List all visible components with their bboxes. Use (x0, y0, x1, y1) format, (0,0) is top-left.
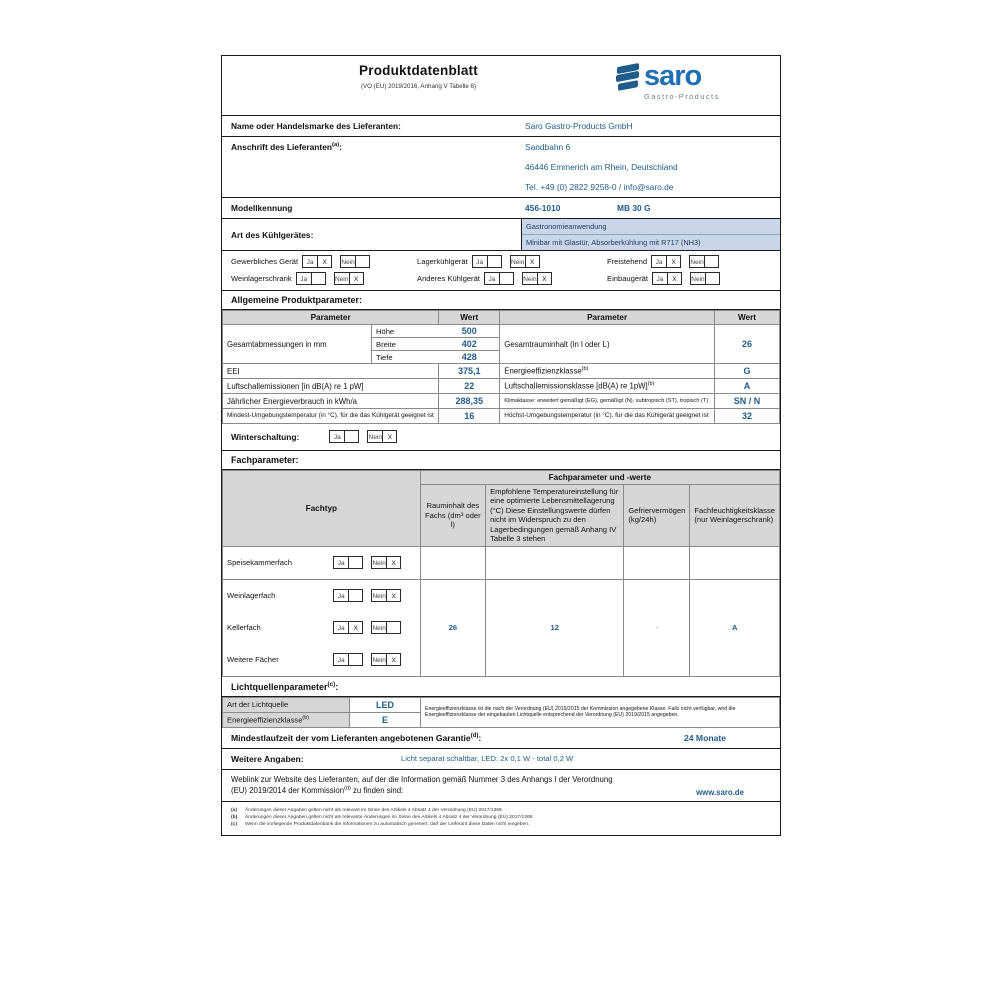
checkbox-ja-label: Ja (333, 621, 348, 634)
dimension-value: 402 (439, 338, 499, 351)
checkbox-nein-box[interactable]: X (386, 556, 401, 569)
checkbox-pair[interactable] (472, 255, 540, 268)
light-source-heading-sup: (c) (327, 680, 336, 688)
energy-class-label (500, 364, 715, 379)
supplier-address-label-suffix: : (339, 142, 342, 152)
checkbox-nein-label: Nein (371, 621, 386, 634)
compartment-weinlagerfach[interactable] (223, 579, 421, 612)
light-source-heading-text: Lichtquellenparameter (231, 681, 328, 692)
checkbox-row (222, 253, 780, 270)
col-fachtyp: Fachtyp (223, 471, 421, 547)
table-row (223, 579, 780, 612)
compartment-label: Speisekammerfach (227, 557, 292, 567)
checkbox-row (222, 428, 780, 445)
warranty-label-text: Mindestlaufzeit der vom Lieferanten angebotenen Garantie (231, 732, 471, 743)
light-source-table (222, 697, 780, 728)
temperature-value: 12 (486, 579, 624, 676)
checkbox-ja-box[interactable]: X (666, 255, 681, 268)
footnote-marker: (b) (231, 814, 238, 820)
checkbox-ja-box[interactable] (499, 272, 514, 285)
weblink-text-line-1: Weblink zur Website des Lieferanten, auf der die Information gemäß Nummer 3 des Anhangs I der Verordnung (231, 774, 613, 784)
compartment-label: Weitere Fächer (227, 654, 279, 664)
table-row (223, 394, 780, 409)
compartment-parameters-heading: Fachparameter: (222, 450, 780, 470)
checkbox-pair[interactable] (329, 430, 397, 443)
checkbox-nein-box[interactable]: X (525, 255, 540, 268)
compartment-kellerfach[interactable] (223, 612, 421, 644)
temperature-cell-empty (486, 546, 624, 579)
further-info-value: Licht separat schaltbar, LED: 2x 0,1 W - total 0,2 W (401, 753, 574, 763)
footnote-text: Wenn die vorliegende Produktdatenbank die Informationen zu automatisch generiert, darf der Lieferant diese Daten nicht eingeben. (245, 822, 530, 828)
general-parameters-heading: Allgemeine Produktparameter: (222, 291, 780, 310)
light-type-value: LED (350, 697, 421, 712)
col-fach-group: Fachparameter und -werte (420, 471, 779, 485)
light-class-label (223, 712, 350, 727)
checkbox-nein-label: Nein (690, 272, 705, 285)
regulation-reference: (VO (EU) 2019/2016, Anhang V Tabelle 6) (360, 83, 477, 90)
climate-class-label: Klimaklasse: erweitert gemäßigt (EG), gemäßigt (N), subtropisch (ST), tropisch (T) (500, 394, 715, 409)
noise-class-label-text: Luftschallemissionsklasse [dB(A) re 1pW] (504, 381, 648, 391)
checkbox-pair[interactable] (333, 621, 401, 634)
address-line-2: 46446 Emmerich am Rhein, Deutschland (525, 162, 678, 172)
col-wert-1: Wert (439, 311, 500, 325)
checkbox-pair[interactable] (651, 255, 719, 268)
table-row (223, 364, 780, 379)
checkbox-pair[interactable] (333, 589, 401, 602)
footnote-marker: (c) (231, 822, 237, 828)
col-parameter-1: Parameter (223, 311, 439, 325)
checkbox-nein-label: Nein (689, 255, 704, 268)
checkbox-ja-box[interactable] (348, 653, 363, 666)
checkbox-nein-box[interactable] (704, 255, 719, 268)
checkbox-group-gewerbliches-geraet[interactable] (222, 255, 408, 268)
supplier-website-link[interactable]: www.saro.de (696, 787, 744, 797)
checkbox-group-weinlagerschrank[interactable] (222, 272, 408, 285)
appliance-type-line-1: Gastronomieanwendung (522, 219, 780, 235)
compartment-speisekammerfach[interactable] (223, 546, 421, 579)
supplier-address-label-sup: (a) (332, 142, 340, 149)
checkbox-ja-box[interactable] (348, 589, 363, 602)
checkbox-row (222, 270, 780, 287)
min-temp-label: Mindest-Umgebungstemperatur (in °C), für die das Kühlgerät geeignet ist (223, 409, 439, 424)
brand-tagline: Gastro-Products (644, 92, 720, 101)
supplier-address-values (522, 137, 780, 197)
class-cell-empty (690, 546, 780, 579)
compartment-label: Weinlagerfach (227, 590, 276, 600)
noise-class-value: A (715, 379, 780, 394)
sheet-header (222, 56, 780, 116)
warranty-row (222, 728, 780, 749)
energy-class-value: G (715, 364, 780, 379)
humidity-class-value: A (690, 579, 780, 676)
light-source-heading-suffix: : (335, 681, 339, 692)
checkbox-ja-label: Ja (484, 272, 499, 285)
checkbox-nein-box[interactable] (355, 255, 370, 268)
col-wert-2: Wert (715, 311, 780, 325)
checkbox-label: Weinlagerschrank (231, 274, 292, 283)
checkbox-pair[interactable] (333, 556, 401, 569)
col-parameter-2: Parameter (500, 311, 715, 325)
checkbox-nein-box[interactable]: X (349, 272, 364, 285)
eei-value: 375,1 (439, 364, 500, 379)
light-class-label-text: Energieeffizienzklasse (227, 715, 303, 725)
checkbox-pair[interactable] (333, 653, 401, 666)
appliance-type-line-2: Minibar mit Glastür, Absorberkühlung mit R717 (NH3) (522, 235, 780, 250)
volume-cell-empty (420, 546, 485, 579)
col-humidity-class: Fachfeuchtigkeitsklasse (nur Weinlagerschrank) (690, 485, 780, 547)
checkbox-group-anderes-kuehlgeraet[interactable] (408, 272, 598, 285)
checkbox-ja-label: Ja (329, 430, 344, 443)
light-class-label-sup: (b) (302, 715, 309, 722)
supplier-address-row (222, 137, 780, 198)
saro-logo-mark-icon (615, 62, 641, 92)
checkbox-nein-label: Nein (510, 255, 525, 268)
weblink-row (222, 770, 780, 802)
noise-label: Luftschallemissionen [in dB(A) re 1 pW] (223, 379, 439, 394)
dimension-name: Breite (372, 338, 439, 351)
checkbox-ja-label: Ja (651, 255, 666, 268)
checkbox-ja-box[interactable]: X (317, 255, 332, 268)
checkbox-nein-box[interactable] (386, 621, 401, 634)
dimension-name: Tiefe (376, 352, 393, 362)
energy-class-label-sup: (b) (581, 366, 589, 373)
checkbox-pair[interactable] (296, 272, 364, 285)
volume-value: 26 (420, 579, 485, 676)
dimension-row (372, 325, 499, 338)
general-parameters-table (222, 310, 780, 424)
appliance-type-row (222, 219, 780, 251)
model-name: MB 30 G (617, 203, 651, 213)
checkbox-pair[interactable] (652, 272, 720, 285)
checkbox-ja-label: Ja (333, 556, 348, 569)
further-info-label: Weitere Angaben: (231, 753, 304, 764)
footnote-marker: (a) (231, 807, 237, 813)
table-row (223, 697, 780, 712)
light-type-label: Art der Lichtquelle (223, 697, 350, 712)
col-temperature: Empfohlene Temperatureinstellung für eine optimierte Lebensmittellagerung (°C) Diese Einstellungswerte dürfen nicht im Widerspruch zu den Lagerbedingungen gemäß Anhang IV Tabelle 3 stehen (486, 485, 624, 547)
checkbox-nein-label: Nein (340, 255, 355, 268)
appliance-type-label: Art des Kühlgerätes: (222, 219, 522, 250)
address-line-3: Tel. +49 (0) 2822 9258-0 / info@saro.de (525, 182, 674, 192)
supplier-name-row (222, 116, 780, 137)
winter-switch-label: Winterschaltung: (231, 431, 300, 442)
checkbox-pair[interactable] (484, 272, 552, 285)
checkbox-ja-box[interactable]: X (667, 272, 682, 285)
appliance-type-values (522, 219, 780, 250)
compartment-parameters-table (222, 470, 780, 677)
checkbox-ja-box[interactable] (311, 272, 326, 285)
checkbox-ja-box[interactable] (344, 430, 359, 443)
checkbox-nein-label: Nein (367, 430, 382, 443)
checkbox-nein-label: Nein (522, 272, 537, 285)
weblink-text (231, 774, 660, 797)
eei-label: EEI (223, 364, 439, 379)
compartment-weitere-faecher[interactable] (223, 644, 421, 677)
energy-consumption-value: 288,35 (439, 394, 500, 409)
checkbox-label: Anderes Kühlgerät (417, 274, 480, 283)
header-titles (222, 56, 615, 90)
checkbox-group-lagerkuehlgeraet[interactable] (408, 255, 598, 268)
footnote-text: Änderungen dieser Angaben gelten nicht als relevant im Sinne des Artikels 4 Absatz 4 der Verordnung (EU) 2017/1369. (245, 807, 504, 813)
checkbox-nein-box[interactable]: X (382, 430, 397, 443)
page-title: Produktdatenblatt (359, 63, 478, 78)
footnote-text: Änderungen dieser Angaben gelten nicht als relevante Änderungen im Sinne des Artikels 4 Absatz 4 der Verordnung (EU) 2017/1369. (245, 814, 534, 820)
supplier-address-label-text: Anschrift des Lieferanten (231, 142, 332, 152)
checkbox-nein-label: Nein (371, 589, 386, 602)
checkbox-nein-box[interactable]: X (386, 653, 401, 666)
dimension-name: Höhe (372, 325, 439, 338)
model-values (522, 198, 780, 218)
checkbox-ja-box[interactable] (348, 556, 363, 569)
max-temp-value: 32 (715, 409, 780, 424)
dimension-value: 500 (439, 325, 499, 338)
appliance-type-checkboxes (222, 251, 780, 291)
table-row (223, 325, 780, 364)
checkbox-ja-box[interactable] (487, 255, 502, 268)
light-note: Energieeffizienzklasse ist die nach der Verordnung (EU) 2019/2015 der Kommission angegebene Klasse. Falls nicht verfügbar, wird die Energieeffizienzklasse der eingebauten Lichtquelle entsprechend der Verordnung (EU) 2019/2015 angegeben. (421, 697, 780, 727)
checkbox-label: Einbaugerät (607, 274, 648, 283)
warranty-label-suffix: : (478, 732, 482, 743)
saro-logo-text (644, 62, 720, 101)
noise-value: 22 (439, 379, 500, 394)
checkbox-nein-label: Nein (371, 556, 386, 569)
checkbox-ja-label: Ja (333, 589, 348, 602)
weblink-text-line-2-end: zu finden sind: (350, 786, 404, 796)
freeze-value: - (624, 579, 690, 676)
supplier-address-label (222, 137, 522, 197)
dimension-row (372, 351, 499, 364)
checkbox-group-winterschaltung[interactable] (222, 430, 397, 443)
col-freeze-capacity: Gefriervermögen (kg/24h) (624, 485, 690, 547)
further-info-row (222, 749, 780, 770)
checkbox-nein-box[interactable]: X (537, 272, 552, 285)
model-label: Modellkennung (231, 203, 293, 213)
climate-class-value: SN / N (715, 394, 780, 409)
footnote-item (231, 807, 771, 814)
checkbox-ja-label: Ja (333, 653, 348, 666)
footnote-item (231, 814, 771, 821)
energy-consumption-label: Jährlicher Energieverbrauch in kWh/a (223, 394, 439, 409)
noise-class-label (500, 379, 715, 394)
checkbox-ja-box[interactable]: X (348, 621, 363, 634)
checkbox-ja-label: Ja (652, 272, 667, 285)
light-class-value: E (350, 712, 421, 727)
checkbox-pair[interactable] (302, 255, 370, 268)
datasheet (221, 55, 781, 836)
saro-logo (615, 56, 780, 101)
col-volume: Rauminhalt des Fachs (dm³ oder l) (420, 485, 485, 547)
dimension-value: 428 (461, 352, 477, 362)
dimension-row (372, 338, 499, 351)
checkbox-group-freistehend[interactable] (598, 255, 719, 268)
supplier-name-value: Saro Gastro-Products GmbH (525, 121, 633, 131)
max-temp-label: Höchst-Umgebungstemperatur (in °C), für die das Kühlgerät geeignet ist (500, 409, 715, 424)
light-source-heading (222, 677, 780, 697)
min-temp-value: 16 (439, 409, 500, 424)
noise-class-label-sup: (b) (647, 381, 655, 388)
checkbox-label: Lagerkühlgerät (417, 257, 468, 266)
address-line-1: Sandbahn 6 (525, 142, 571, 152)
checkbox-ja-label: Ja (302, 255, 317, 268)
checkbox-ja-label: Ja (296, 272, 311, 285)
model-row (222, 198, 780, 219)
checkbox-nein-label: Nein (371, 653, 386, 666)
checkbox-group-einbaugeraet[interactable] (598, 272, 720, 285)
checkbox-label: Freistehend (607, 257, 648, 266)
table-row (223, 546, 780, 579)
dimensions-label: Gesamtabmessungen in mm (223, 325, 372, 364)
total-volume-label: Gesamtrauminhalt (in l oder L) (500, 325, 715, 364)
footnote-item (231, 821, 771, 828)
warranty-label-sup: (d) (470, 733, 479, 740)
total-volume-value: 26 (715, 325, 780, 364)
energy-class-label-text: Energieeffizienzklasse (504, 366, 582, 376)
footnotes (222, 802, 780, 836)
freeze-cell-empty (624, 546, 690, 579)
brand-name: saro (644, 60, 702, 92)
weblink-text-line-2: (EU) 2019/2014 der Kommission (231, 786, 345, 796)
checkbox-label: Gewerbliches Gerät (231, 257, 299, 266)
supplier-name-label: Name oder Handelsmarke des Lieferanten: (231, 121, 401, 131)
model-number: 456-1010 (525, 203, 561, 213)
checkbox-ja-label: Ja (472, 255, 487, 268)
checkbox-nein-box[interactable]: X (386, 589, 401, 602)
table-row (223, 409, 780, 424)
warranty-label (222, 728, 630, 748)
checkbox-nein-box[interactable] (705, 272, 720, 285)
winter-switch-row (222, 424, 780, 450)
table-header-row (223, 471, 780, 485)
table-row (223, 379, 780, 394)
checkbox-nein-label: Nein (334, 272, 349, 285)
weblink-text-sup: (d) (344, 785, 351, 792)
table-header-row (223, 311, 780, 325)
compartment-label: Kellerfach (227, 622, 261, 632)
dimensions-values (372, 325, 500, 364)
warranty-value: 24 Monate (683, 732, 727, 743)
